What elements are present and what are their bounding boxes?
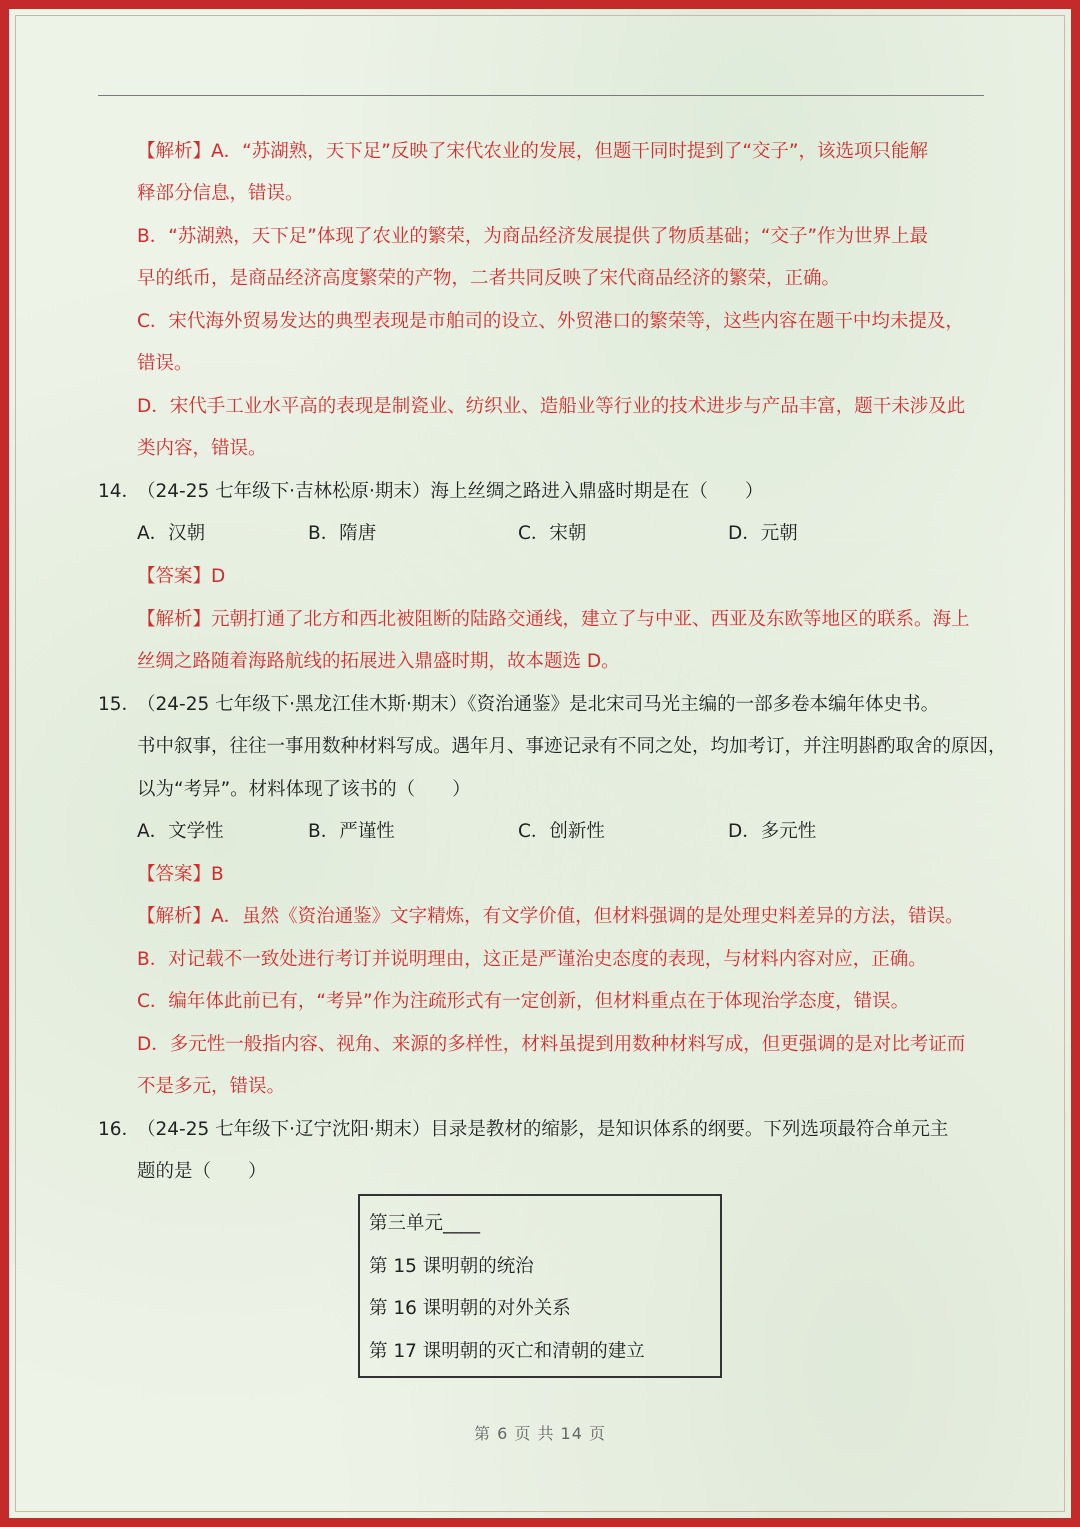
q15-stem-line3: 以为“考异”。材料体现了该书的（ ）	[137, 779, 471, 800]
q13-analysis-d-line2: 类内容，错误。	[137, 438, 267, 459]
q15-stem-line2: 书中叙事，往往一事用数种材料写成。遇年月、事迹记录有不同之处，均加考订，并注明斟酌取舍的原因，	[137, 736, 1007, 757]
q14-option-a: A．汉朝	[137, 523, 206, 544]
header-rule	[98, 95, 984, 96]
q15-stem-line1: （24-25 七年级下·黑龙江佳木斯·期末）《资治通鉴》是北宋司马光主编的一部多卷本编年体史书。	[137, 694, 940, 715]
table-of-contents-box	[358, 1194, 722, 1378]
q16-number: 16．	[98, 1119, 141, 1140]
q15-analysis-c: C．编年体此前已有，“考异”作为注疏形式有一定创新，但材料重点在于体现治学态度，错误。	[137, 991, 910, 1012]
q14-stem: （24-25 七年级下·吉林松原·期末）海上丝绸之路进入鼎盛时期是在（ ）	[137, 481, 764, 502]
q15-option-c: C．创新性	[518, 821, 605, 842]
q14-answer: 【答案】D	[137, 566, 226, 587]
toc-lesson-15: 第 15 课明朝的统治	[369, 1256, 534, 1277]
page-footer: 第 6 页 共 14 页	[474, 1424, 606, 1443]
q13-analysis-b-line2: 早的纸币，是商品经济高度繁荣的产物，二者共同反映了宋代商品经济的繁荣，正确。	[137, 268, 841, 289]
q15-analysis-d-line2: 不是多元，错误。	[137, 1076, 286, 1097]
q15-analysis-a: 【解析】A．虽然《资治通鉴》文字精炼，有文学价值，但材料强调的是处理史料差异的方法，错误。	[137, 906, 964, 927]
q15-option-d: D．多元性	[728, 821, 817, 842]
toc-lesson-16: 第 16 课明朝的对外关系	[369, 1298, 571, 1319]
toc-unit-title: 第三单元____	[369, 1213, 481, 1234]
toc-lesson-17: 第 17 课明朝的灭亡和清朝的建立	[369, 1341, 645, 1362]
q15-number: 15．	[98, 694, 141, 715]
q15-analysis-d-line1: D．多元性一般指内容、视角、来源的多样性，材料虽提到用数种材料写成，但更强调的是对比考证而	[137, 1034, 966, 1055]
q13-analysis-b-line1: B．“苏湖熟，天下足”体现了农业的繁荣，为商品经济发展提供了物质基础；“交子”作为世界上最	[137, 226, 929, 247]
q14-option-b: B．隋唐	[308, 523, 377, 544]
q14-option-d: D．元朝	[728, 523, 798, 544]
q16-stem-line2: 题的是（ ）	[137, 1161, 267, 1182]
q13-analysis-a-line1: 【解析】A．“苏湖熟，天下足”反映了宋代农业的发展，但题干同时提到了“交子”，该选项只能解	[137, 141, 928, 162]
q15-answer: 【答案】B	[137, 864, 224, 885]
q13-analysis-c-line2: 错误。	[137, 353, 193, 374]
q14-analysis-line2: 丝绸之路随着海路航线的拓展进入鼎盛时期，故本题选 D。	[137, 651, 620, 672]
q15-option-a: A．文学性	[137, 821, 224, 842]
q13-analysis-d-line1: D．宋代手工业水平高的表现是制瓷业、纺织业、造船业等行业的技术进步与产品丰富，题干未涉及此	[137, 396, 966, 417]
document-page	[9, 9, 1071, 1518]
q13-analysis-a-line2: 释部分信息，错误。	[137, 183, 304, 204]
q15-analysis-b: B．对记载不一致处进行考订并说明理由，这正是严谨治史态度的表现，与材料内容对应，正确。	[137, 949, 927, 970]
q16-stem-line1: （24-25 七年级下·辽宁沈阳·期末）目录是教材的缩影，是知识体系的纲要。下列选项最符合单元主	[137, 1119, 949, 1140]
q14-option-c: C．宋朝	[518, 523, 587, 544]
q13-analysis-c-line1: C．宋代海外贸易发达的典型表现是市舶司的设立、外贸港口的繁荣等，这些内容在题干中均未提及，	[137, 311, 964, 332]
q14-analysis-line1: 【解析】元朝打通了北方和西北被阻断的陆路交通线，建立了与中亚、西亚及东欧等地区的联系。海上	[137, 609, 970, 630]
q15-option-b: B．严谨性	[308, 821, 395, 842]
q14-number: 14．	[98, 481, 141, 502]
